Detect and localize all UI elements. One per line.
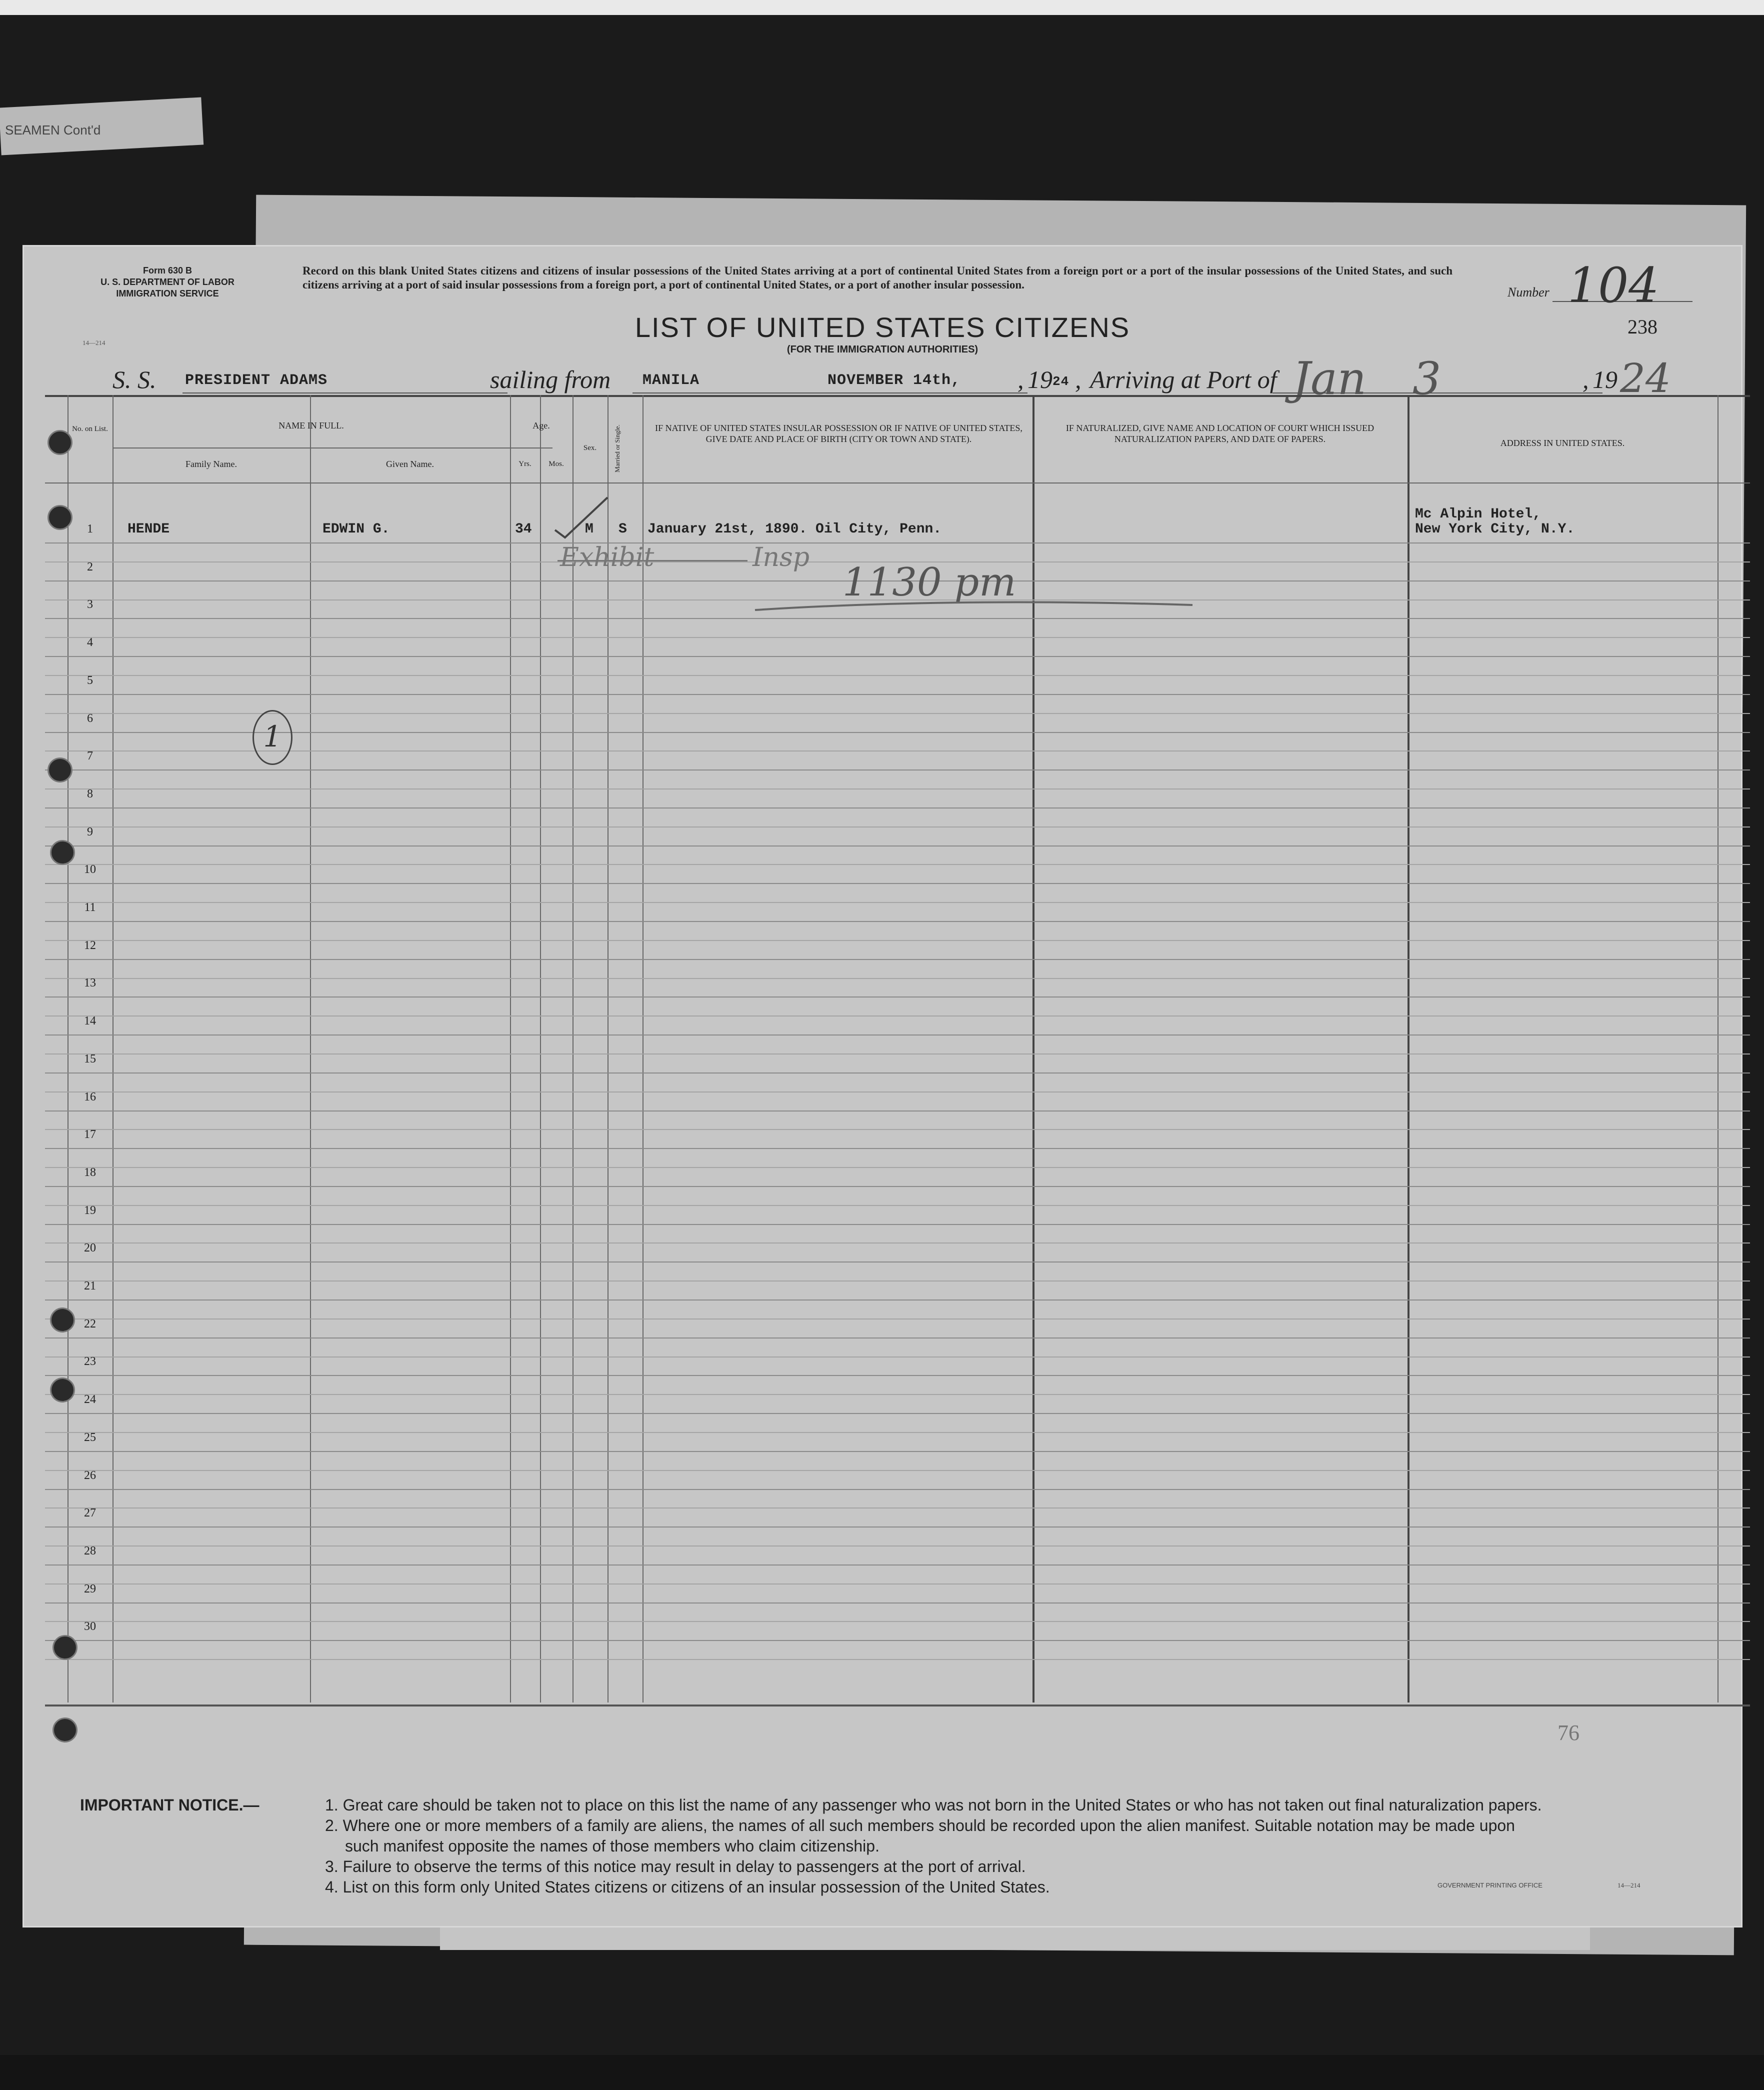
tab-label: SEAMEN Cont'd — [5, 122, 101, 138]
row-number: 1 — [87, 522, 93, 536]
entry-address-line-2: New York City, N.Y. — [1415, 522, 1575, 537]
row-number: 13 — [84, 976, 96, 990]
departure-year: 24 — [1052, 374, 1070, 389]
punch-hole — [52, 1635, 78, 1660]
row-number: 8 — [87, 787, 93, 800]
row-number: 20 — [84, 1242, 96, 1255]
notice-title: IMPORTANT NOTICE.— — [80, 1796, 260, 1814]
row-rule — [45, 1602, 1750, 1604]
punch-hole — [48, 758, 72, 782]
row-subrule — [45, 675, 1750, 676]
punch-hole — [48, 430, 72, 455]
entry-address-line-1: Mc Alpin Hotel, — [1415, 506, 1542, 522]
row-number: 3 — [87, 598, 93, 612]
header-mos: Mos. — [548, 460, 564, 468]
annotation-underline — [752, 595, 1202, 615]
header-address: ADDRESS IN UNITED STATES. — [1500, 438, 1625, 448]
notice-item: 3. Failure to observe the terms of this notice may result in delay to passengers at the port of arrival. — [325, 1858, 1026, 1876]
row-rule — [45, 1451, 1750, 1452]
row-rule — [45, 1375, 1750, 1376]
film-edge-bottom — [0, 2055, 1764, 2090]
row-number: 4 — [87, 636, 93, 650]
row-rule — [45, 1526, 1750, 1528]
notice-item: 2. Where one or more members of a family are aliens, the names of all such members should be recorded upon the alien manifest. Suitable notation may be made upon — [325, 1816, 1515, 1834]
notice-item: 1. Great care should be taken not to place on this list the name of any passenger who was not born in the United States or who has not taken out final naturalization papers. — [325, 1796, 1542, 1814]
arrival-underline — [1272, 392, 1602, 394]
row-number: 28 — [84, 1544, 96, 1558]
row-number: 19 — [84, 1204, 96, 1217]
form-number: Form 630 B — [142, 266, 192, 276]
header-marital: Married or Single. — [614, 424, 621, 472]
page-title: LIST OF UNITED STATES CITIZENS — [634, 312, 1130, 343]
entry-marital-status: S — [618, 522, 627, 537]
departure-date: NOVEMBER 14th, — [828, 372, 961, 389]
row-number: 30 — [84, 1620, 96, 1634]
sailing-from-label: sailing from — [490, 366, 611, 394]
row-rule — [45, 732, 1750, 733]
row-number: 18 — [84, 1166, 96, 1179]
row-subrule — [45, 1129, 1750, 1130]
header-rule — [45, 482, 1750, 484]
punch-hole — [50, 1378, 75, 1402]
row-rule — [45, 1110, 1750, 1112]
row-subrule — [45, 1432, 1750, 1433]
row-rule — [45, 1186, 1750, 1187]
film-edge-top — [0, 0, 1764, 15]
row-number: 24 — [84, 1393, 96, 1406]
row-number: 21 — [84, 1280, 96, 1292]
header-birth: IF NATIVE OF UNITED STATES INSULAR POSSESSION OR IF NATIVE OF UNITED STATES, GIVE DATE AND PLACE OF BIRTH (CITY OR TOWN AND STATE). — [655, 423, 1022, 444]
port-underline — [632, 392, 1028, 394]
time-annotation: 1130 pm — [842, 560, 1016, 605]
row-number: 12 — [84, 938, 96, 952]
row-subrule — [45, 864, 1750, 865]
row-number: 17 — [84, 1128, 96, 1142]
row-number: 29 — [84, 1582, 96, 1596]
page-subtitle: (FOR THE IMMIGRATION AUTHORITIES) — [786, 344, 978, 355]
form-code: 14—214 — [82, 339, 106, 346]
row-rule — [45, 542, 1750, 544]
row-rule — [45, 959, 1750, 960]
arrival-month: Jan — [1292, 352, 1366, 405]
header-given-name: Given Name. — [386, 459, 434, 469]
row-subrule — [45, 1280, 1750, 1282]
row-subrule — [45, 1167, 1750, 1168]
header-naturalization: IF NATURALIZED, GIVE NAME AND LOCATION OF COURT WHICH ISSUED NATURALIZATION PAPERS, AND DATE OF PAPERS. — [1066, 423, 1374, 444]
row-rule — [45, 1224, 1750, 1225]
entry-sex: M — [585, 522, 594, 537]
column-rule — [1408, 395, 1410, 1702]
circled-number: 1 — [252, 710, 292, 765]
row-number: 22 — [84, 1317, 96, 1330]
row-rule — [45, 618, 1750, 619]
row-number: 10 — [84, 863, 96, 876]
row-subrule — [45, 1659, 1750, 1660]
row-number: 16 — [84, 1090, 96, 1104]
row-number: 7 — [87, 750, 93, 763]
row-rule — [45, 694, 1750, 695]
header-name-full: NAME IN FULL. — [278, 420, 344, 430]
row-rule — [45, 1564, 1750, 1566]
service-name: IMMIGRATION SERVICE — [116, 288, 219, 298]
row-subrule — [45, 826, 1750, 828]
arrival-year: 24 — [1620, 355, 1671, 402]
number-label: Number — [1508, 285, 1550, 300]
notice-item: such manifest opposite the names of those members who claim citizenship. — [345, 1837, 880, 1855]
row-subrule — [45, 978, 1750, 979]
punch-hole — [52, 1718, 78, 1742]
row-rule — [45, 656, 1750, 657]
row-subrule — [45, 1356, 1750, 1358]
struck-annotation: Exhibit — [560, 542, 654, 572]
row-subrule — [45, 1470, 1750, 1471]
entry-given-name: EDWIN G. — [322, 522, 390, 537]
arrival-day: 3 — [1412, 352, 1442, 405]
row-subrule — [45, 1205, 1750, 1206]
departure-port: MANILA — [642, 372, 700, 389]
form-identification — [78, 265, 258, 300]
row-rule — [45, 1072, 1750, 1074]
inspector-annotation: Insp — [752, 542, 810, 572]
voyage-line: S. S. PRESIDENT ADAMS sailing from MANILA NOVEMBER 14th, , 19 24 , Arriving at Port of Jan 3 , 19 24 — [112, 352, 1671, 405]
row-rule — [45, 1034, 1750, 1036]
row-number: 11 — [84, 901, 96, 914]
row-subrule — [45, 1621, 1750, 1622]
list-number: 104 — [1568, 258, 1660, 314]
row-rule — [45, 1148, 1750, 1149]
year-prefix: 19 — [1028, 366, 1052, 394]
row-subrule — [45, 940, 1750, 941]
row-subrule — [45, 1318, 1750, 1320]
strikethrough-line — [558, 560, 748, 562]
row-subrule — [45, 902, 1750, 903]
punch-hole — [48, 505, 72, 530]
row-number: 25 — [84, 1430, 96, 1444]
column-rule — [572, 395, 574, 1702]
row-rule — [45, 996, 1750, 998]
header-age: Age. — [532, 420, 550, 430]
header-no: No. on List. — [72, 425, 108, 433]
entry-family-name: HENDE — [128, 522, 170, 537]
department-name: U. S. DEPARTMENT OF LABOR — [100, 277, 234, 287]
ship-underline — [182, 392, 508, 394]
row-number: 2 — [87, 560, 93, 574]
column-rule — [540, 395, 541, 1702]
column-rule — [1032, 395, 1034, 1702]
header-sex: Sex. — [583, 444, 597, 452]
column-rule — [642, 395, 644, 1702]
row-number: 23 — [84, 1355, 96, 1368]
header-yrs: Yrs. — [518, 460, 532, 468]
row-subrule — [45, 637, 1750, 638]
row-subrule — [45, 713, 1750, 714]
page-number: 238 — [1628, 316, 1658, 338]
row-number: 6 — [87, 712, 93, 725]
row-subrule — [45, 1394, 1750, 1395]
row-number: 26 — [84, 1468, 96, 1482]
page-stamp: 76 — [1558, 1720, 1580, 1745]
form-instruction: Record on this blank United States citizens and citizens of insular possessions of the United States arriving at a port of continental United States from a foreign port or a port of the insular possessions of the United States, and such citizens arriving at a port of said insular possessions from a foreign port, a port of continental United States, or a port of another insular possession. — [302, 264, 1452, 291]
row-number: 15 — [84, 1052, 96, 1066]
column-rule — [510, 395, 511, 1702]
arrival-year-prefix: 19 — [1592, 366, 1618, 394]
row-number: 9 — [87, 825, 93, 838]
notice-item: 4. List on this form only United States citizens or citizens of an insular possession of the United States. — [325, 1878, 1050, 1896]
punch-hole — [50, 840, 75, 865]
row-rule — [45, 1489, 1750, 1490]
entry-birth: January 21st, 1890. Oil City, Penn. — [648, 522, 942, 537]
entry-age-years: 34 — [515, 522, 532, 537]
checkmark-icon — [552, 495, 612, 540]
row-subrule — [45, 750, 1750, 752]
row-number: 5 — [87, 674, 93, 687]
printing-code: 14—214 — [1618, 1882, 1640, 1889]
column-rule — [112, 395, 114, 1702]
row-rule — [45, 883, 1750, 884]
manifest-page — [22, 245, 1742, 1928]
column-rule — [310, 395, 311, 1702]
printing-office: GOVERNMENT PRINTING OFFICE — [1438, 1882, 1542, 1889]
row-rule — [45, 1640, 1750, 1641]
punch-hole — [50, 1308, 75, 1332]
row-rule — [45, 921, 1750, 922]
row-number: 27 — [84, 1506, 96, 1520]
row-number: 14 — [84, 1014, 96, 1028]
ship-name: PRESIDENT ADAMS — [185, 372, 328, 389]
arriving-label: Arriving at Port of — [1090, 366, 1277, 394]
ss-label: S. S. — [112, 366, 156, 394]
row-rule — [45, 1413, 1750, 1414]
row-subrule — [45, 1242, 1750, 1244]
row-subrule — [45, 788, 1750, 790]
header-family-name: Family Name. — [186, 459, 237, 469]
